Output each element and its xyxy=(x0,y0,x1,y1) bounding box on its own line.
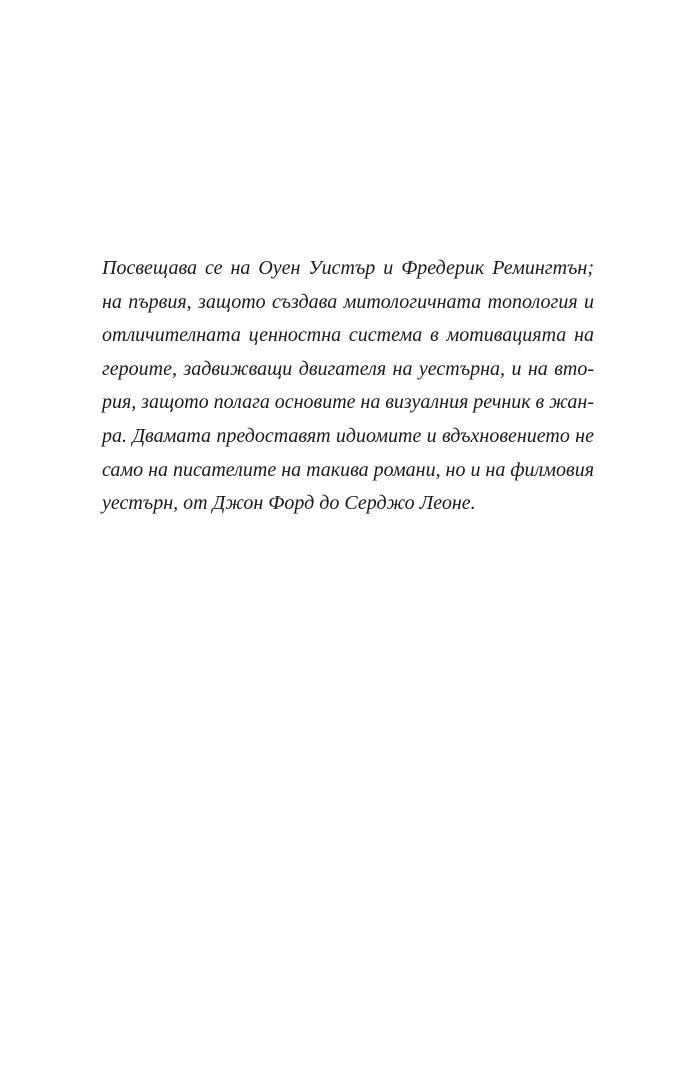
dedication-line: Посвещава се на Оуен Уистър и Фредерик Ремингтън; xyxy=(102,257,594,279)
dedication-line: героите, задвижващи двигателя на уестърна, и на вто- xyxy=(102,357,594,380)
dedication-line: само на писателите на такива романи, но и на филмовия xyxy=(102,458,594,481)
dedication-line: отличителната ценностна система в мотивацията на xyxy=(102,324,594,347)
dedication-line: уестърн, от Джон Форд до Серджо Леоне. xyxy=(102,492,476,515)
dedication-paragraph xyxy=(102,252,594,521)
dedication-line: на първия, защото създава митологичната топология и xyxy=(102,290,594,313)
dedication-line: ра. Двамата предоставят идиомите и вдъхновението не xyxy=(102,424,594,447)
dedication-line: рия, защото полага основите на визуалния речник в жан- xyxy=(102,391,594,414)
